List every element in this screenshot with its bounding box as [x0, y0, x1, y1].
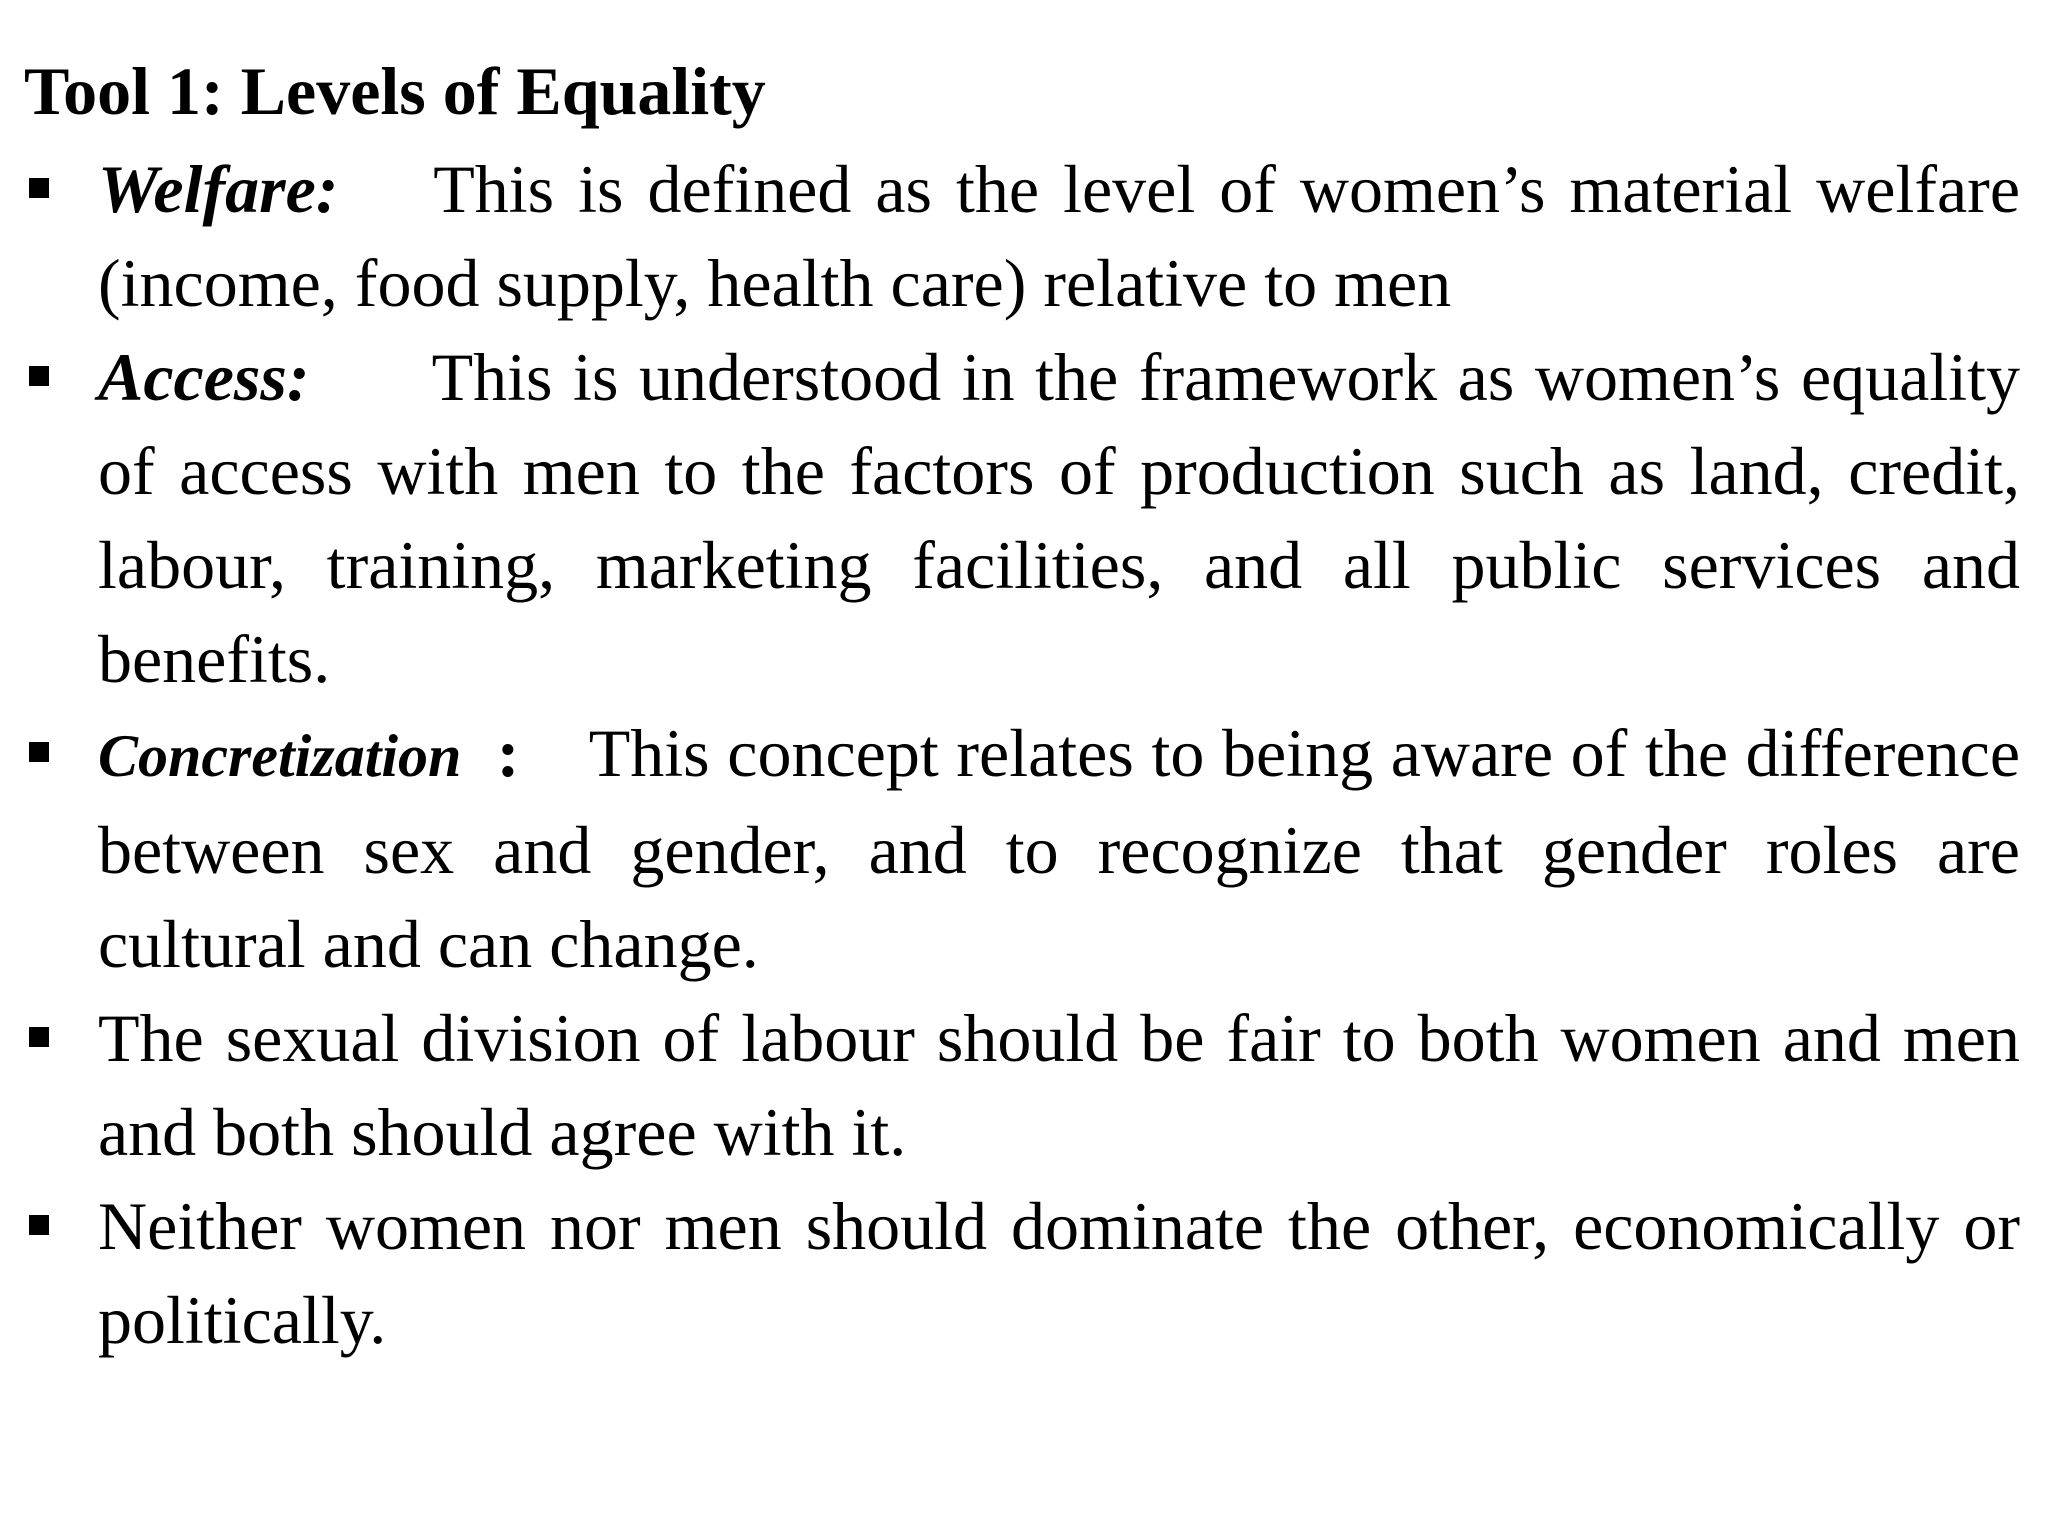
slide — [24, 46, 2020, 1367]
term-access: Access: — [98, 339, 310, 415]
statement-domination: Neither women nor men should dominate the other, economically or politically. — [98, 1188, 2020, 1358]
list-item-domination — [24, 1179, 2020, 1367]
definition-welfare: This is defined as the level of women’s material welfare (income, food supply, health care) relative to men — [98, 151, 2020, 321]
square-bullet-icon — [29, 742, 49, 762]
term-welfare: Welfare: — [98, 151, 339, 227]
square-bullet-icon — [29, 1215, 49, 1235]
list-item-access — [24, 330, 2020, 706]
list-item-division-of-labour — [24, 991, 2020, 1179]
bullet-list — [24, 142, 2020, 1367]
definition-concretization: This concept relates to being aware of the difference between sex and gender, and to recognize that gender roles are cultural and can change. — [98, 715, 2020, 982]
slide-title: Tool 1: Levels of Equality — [24, 53, 766, 129]
list-item-welfare — [24, 142, 2020, 330]
statement-division-of-labour: The sexual division of labour should be fair to both women and men and both should agree with it. — [98, 1000, 2020, 1170]
definition-access: This is understood in the framework as women’s equality of access with men to the factors of production such as land, credit, labour, training, marketing facilities, and all public services and benefits. — [98, 339, 2020, 697]
square-bullet-icon — [29, 366, 49, 386]
list-item-concretization — [24, 706, 2020, 991]
term-concretization: Concretization — [98, 723, 462, 789]
term-separator: : — [496, 715, 520, 791]
square-bullet-icon — [29, 178, 49, 198]
square-bullet-icon — [29, 1027, 49, 1047]
